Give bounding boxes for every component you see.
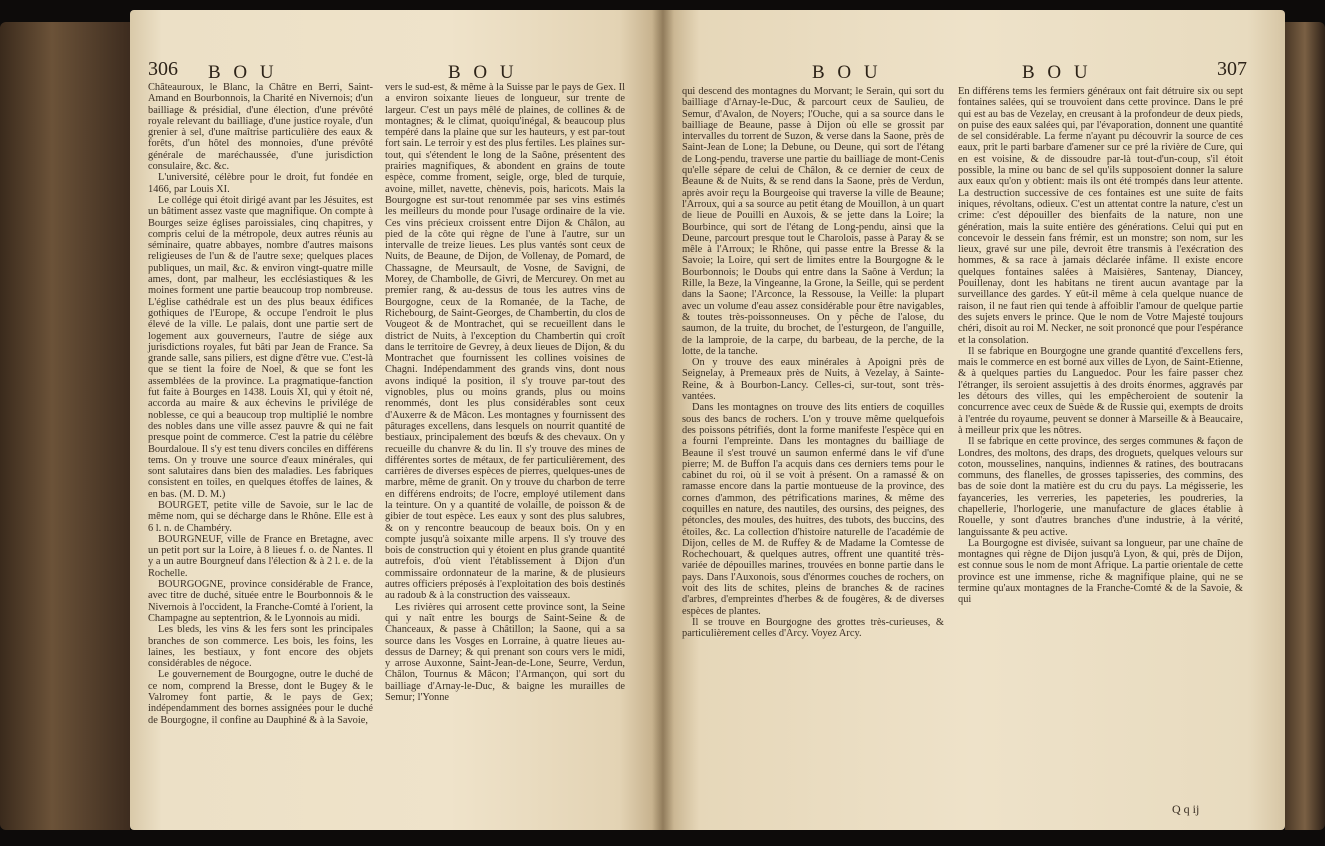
- right-page-column-1: [682, 86, 944, 640]
- paragraph: Il se fabrique en Bourgogne une grande quantité d'excellens fers, mais le commerce en est borné aux villes de Lyon, de Saint-Etienne, & à quelques parties du Languedoc. Pour les faire passer chez l'étranger, ils seroient assujettis à des droits énormes, aggravés par les détours des villes, qui les empêcheroient de soutenir la concurrence avec ceux de Suède & de Russie qui, exempts de droits à l'entrée du royaume, peuvent se donner à Marseille & à Beaucaire, à meilleur prix que les nôtres.: [958, 345, 1243, 436]
- paragraph: Les bleds, les vins & les fers sont les principales branches de son commerce. Les bois, les foins, les laines, les bestiaux, y font encore des objets considérables de négoce.: [148, 624, 373, 670]
- running-head-right-2: B O U: [1022, 62, 1092, 83]
- left-page-column-2: [385, 82, 625, 703]
- paragraph: BOURGOGNE, province considérable de France, avec titre de duché, située entre le Bourbonnois & le Nivernois à l'occident, la Franche-Comté à l'orient, la Champagne au septentrion, & le Lyonnois au midi.: [148, 579, 373, 624]
- paragraph: Châteauroux, le Blanc, la Châtre en Berri, Saint-Amand en Bourbonnois, la Charité en Nivernois; d'un bailliage & présidial, d'une élection, d'une prévôté royale relevant du bailliage, d'une justice royale, d'un grenier à sel, d'une maîtrise particulière des eaux & forêts, d'un hôtel des monnoies, d'une prévôté générale de maréchaussée, d'une jurisdiction consulaire, &c. &c.: [148, 82, 373, 173]
- paragraph: L'université, célèbre pour le droit, fut fondée en 1466, par Louis XI.: [148, 172, 373, 195]
- paragraph: Le gouvernement de Bourgogne, outre le duché de ce nom, comprend la Bresse, dont le Bugey & le Valromey font partie, & le pays de Gex; indépendamment des bornes assignées pour le duché de Bourgogne, il confine au Dauphiné & à la Savoie,: [148, 669, 373, 726]
- paragraph: BOURGET, petite ville de Savoie, sur le lac de même nom, qui se décharge dans le Rhône. Elle est à 6 l. n. de Chambéry.: [148, 499, 373, 534]
- paragraph: vers le sud-est, & même à la Suisse par le pays de Gex. Il a environ soixante lieues de longueur, sur trente de largeur. C'est un pays mêlé de plaines, de collines & de montagnes; & le climat, quoiqu'inégal, & beaucoup plus tempéré dans la plaine que sur les hauteurs, y est par-tout fort sain. Le terroir y est des plus fertiles. Les plaines sur-tout, qui s'étendent le long de la Saône, présentent des prairies magnifiques, & abondent en grains de toute espèce, comme froment, seigle, orge, bled de turquie, avoine, millet, navette, chènevis, pois, haricots. Mais la Bourgogne est sur-tout renommée par ses vins estimés les meilleurs du monde pour l'usage ordinaire de la vie. Ces vins précieux croissent entre Dijon & Châlon, au pied de la côte qui règne de l'une à l'autre, sur un intervalle de treize lieues. Les plus vantés sont ceux de Nuits, de Beaune, de Dijon, de Vollenay, de Pomard, de Chassagne, de Meursault, de Vosne, de Savigni, de Morey, de Chambolle, de Givri, de Mercurey. On met au premier rang, & au-dessus de tous les autres vins de Bourgogne, ceux de la Romanée, de la Tache, de Richebourg, de Saint-Georges, de Chambertin, du clos de Vougeot & de Montrachet, qui se recueillent dans le district de Nuits, à l'exception du Chambertin qui croît dans le territoire de Gevrey, à deux lieues de Dijon, & du Montrachet que fournissent les collines voisines de Chagni. Indépendamment des grands vins, dont nous avons indiqué la position, il s'y trouve par-tout des vignobles, plus ou moins grands, plus ou moins renommés, dont les plus considérables sont ceux d'Auxerre & de Mâcon. Les montagnes y fournissent des pâturages excellens, dans lesquels on nourrit quantité de bestiaux, principalement des bœufs & des chevaux. On y recueille du chanvre & du lin. Il s'y trouve des mines de différentes sortes de métaux, de fer particulièrement, des carrières de diverses espèces de pierres, quelques-unes de marbre, même de granit. On y trouve du charbon de terre en différens endroits; de l'ocre, employé utilement dans la teinture. On y a quantité de volaille, de poisson & de gibier de tout espèce. Les eaux y sont des plus salubres, & on y rencontre beaucoup de beaux bois. On y en compte jusqu'à soixante mille arpens. Il s'y trouve des bois de construction qui y étoient en plus grande quantité autrefois, d'où vient l'établissement à Dijon d'un commissaire ordonnateur de la marine, & de plusieurs autres officiers préposés à l'exploitation des bois destinés au radoub & à la construction des vaisseaux.: [385, 82, 625, 602]
- paragraph: Le collége qui étoit dirigé avant par les Jésuites, est un bâtiment assez vaste que magnifique. On compte à Bourges seize églises paroissiales, cinq chapitres, y compris celui de la métropole, deux autres réunis au séminaire, quatre abbayes, nombre d'autres maisons religieuses de l'un & de l'autre sexe; quelques places publiques, un mail, &c. & environ vingt-quatre mille ames, dont, par malheur, les ecclésiastiques & les moines forment une partie beaucoup trop nombreuse. L'église cathédrale est un des plus beaux édifices gothiques de l'Europe, & occupe l'endroit le plus élevé de la ville. Le palais, dont une partie sert de logement aux gouverneurs, l'autre de siége aux jurisdictions royales, fut bâti par Jean de France. Sa grande salle, sans piliers, est digne d'être vue. C'est-là que se tient la foire de Noel, & que se font les assemblées de la province. La pragmatique-fanction fut faite à Bourges en 1438. Louis XI, qui y étoit né, accorda au maire & aux échevins le privilége de noblesse, ce qui a beaucoup trop multiplié le nombre des nobles dans une ville assez pauvre & qui ne fait presque point de commerce. C'est la patrie du célèbre Bourdaloue. Il s'y est tenu divers conciles en différens tems. On y trouve une source d'eaux minérales, qui sont salutaires dans bien des maladies. Les fabriques consistent en toiles, en quelques étoffes de laines, & en bas. (M. D. M.): [148, 194, 373, 500]
- paragraph: qui descend des montagnes du Morvant; le Serain, qui sort du bailliage d'Arnay-le-Duc, & parcourt ceux de Saulieu, de Semur, d'Avalon, de Noyers; l'Ouche, qui a sa source dans le bailliage de Beaune, passe à Dijon où elle se grossit par intervalles du torrent de Suzon, & verse dans la Saone, près de Saint-Jean de Lone; la Debune, ou Deune, qui sort de l'étang de Long-pendu, traverse une partie du bailliage de mont-Cenis qu'elle sépare de celui de Châlon, & ce dernier de ceux de Beaune & de Nuits, & se rend dans la Saone, près de Verdun, après avoir reçu la Bourgeoise qui traverse la ville de Beaune; l'Arroux, qui a sa source au petit étang de Mouillon, à un quart de lieue de Pouilli en Auxois, & se jette dans la Loire; la Bourbince, qui sort de l'étang de Long-pendu, ainsi que la Deune, parcourt presque tout le Charolois, passe à Paray & se mêle à l'Arroux; le Rhône, qui passe entre la Bresse & la Savoie; la Loire, qui sert de limites entre la Bourgogne & le Bourbonnois; le Doubs qui entre dans la Saône à Verdun; la Rille, la Beze, la Vingeanne, la Grone, la Seille, qui se perdent dans la Saone; l'Arconce, la Ressouse, la Veille: la plupart avec un volume d'eau assez considérable pour être navigables, & toutes très-poissonneuses. On y pêche de l'alose, du saumon, de la truite, du brochet, de l'esturgeon, de l'anguille, de la lamproie, de la carpe, du barbeau, de la perche, de la lotte, de la tanche.: [682, 86, 944, 357]
- paragraph: BOURGNEUF, ville de France en Bretagne, avec un petit port sur la Loire, à 8 lieues f. o. de Nantes. Il y a un autre Bourgneuf dans l'élection & à 2 l. e. de la Rochelle.: [148, 533, 373, 579]
- right-page: [662, 10, 1285, 830]
- paragraph: En différens tems les fermiers généraux ont fait détruire six ou sept fontaines salées, qui se trouvoient dans cette province. Dans le pré qui est au bas de Vezelay, en creusant à la profondeur de deux pieds, on puise des eaux salées qui, par l'évaporation, donnent une quantité de sel considérable. La ferme n'ayant pu découvrir la source de ces eaux, prit le parti barbare d'amener sur ce pré la rivière de Cure, qui en est voisine, & de dissoudre par-là tout-d'un-coup, s'il étoit possible, la mine ou banc de sel qu'ils supposoient donner la salure aux eaux qu'on y obtient: mais ils ont été trompés dans leur attente. La destruction successive de ces fontaines est une suite de faits iniques, révoltans, odieux. C'est un attentat contre la nature, c'est un crime: c'est dépouiller des bienfaits de la nature, non une génération, mais la suite entière des générations. Celui qui put en concevoir le dessein fans frémir, est un monstre; son nom, sur les lieux, gravé sur une pile, devroit être transmis à l'exécration des hommes, & sa race à jamais déclarée infâme. Il existe encore quelques fontaines salées à Maisières, Santenay, Diancey, Pouillenay, dont les habitans ne tirent aucun avantage par la surveillance des gardes. Y eût-il même à cela quelque nuance de raison, il ne faut rien qui tende à affoiblir l'amour de quelque partie des sujets envers le prince. Que le nom de Votre Majesté toujours chéri, disoit au roi M. Necker, ne soit prononcé que pour l'espérance et la consolation.: [958, 86, 1243, 346]
- paragraph: Il se trouve en Bourgogne des grottes très-curieuses, & particulièrement celles d'Arcy. Voyez Arcy.: [682, 616, 944, 640]
- paragraph: Il se fabrique en cette province, des serges communes & façon de Londres, des moltons, des draps, des droguets, quelques velours sur coton, mousselines, nanquins, indiennes & ratines, des boutracans communs, des flanelles, de grosses tapisseries, des commins, des bas de soie dont la matière est du cru du pays. La mégisserie, les fayanceries, les verreries, les papeteries, les poudreries, la chapellerie, l'horlogerie, une manufacture de glaces établie à Rouelle, y sont d'autres branches d'une industrie, à la vérité, languissante & peu active.: [958, 436, 1243, 538]
- running-head-right-1: B O U: [812, 62, 882, 83]
- left-page-column-1: [148, 82, 373, 726]
- page-number-right: 307: [1217, 58, 1247, 80]
- signature-mark: Q q ij: [1172, 802, 1200, 816]
- paragraph: Dans les montagnes on trouve des lits entiers de coquilles sous des bancs de rochers. L'on y trouve même quelquefois des poissons pétrifiés, dont la forme manifeste l'espèce qui en a fourni l'empreinte. Dans les montagnes du bailliage de Beaune il s'est trouvé un saumon enfermé dans le vif d'une pierre; M. de Buffon l'a acquis dans ces derniers tems pour le cabinet du roi, où il se voit à présent. On a ramassé & on ramasse encore dans la partie montueuse de la province, des cornes d'ammon, des pétrifications marines, & même des coquilles en nature, des nautiles, des oursins, des peignes, des pétoncles, des moules, des huitres, des tubots, des buccins, des étoiles, &c. La collection d'histoire naturelle de l'académie de Dijon, celles de M. de Ruffey & de Madame la Comtesse de Rochechouart, & quelques autres, offrent une quantité très-variée de dépouilles marines, trouvées en bonne partie dans le pays. Dans l'Auxonois, sous d'énormes couches de rochers, on voit des lits de schites, pleins de branches & de racines d'arbres, d'empreintes d'herbes & de fougères, & de diverses espèces de plantes.: [682, 402, 944, 617]
- paragraph: La Bourgogne est divisée, suivant sa longueur, par une chaîne de montagnes qui règne de Dijon jusqu'à Lyon, & qui, près de Dijon, est connue sous le nom de mont Afrique. La partie orientale de cette province est une immense, riche & magnifique plaine, qui ne se termine qu'aux montagnes de la Franche-Comté & de la Savoie, & qui: [958, 537, 1243, 606]
- left-page: [130, 10, 662, 830]
- page-number-left: 306: [148, 58, 178, 80]
- paragraph: Les rivières qui arrosent cette province sont, la Seine qui y naît entre les bourgs de Saint-Seine & de Chanceaux, & passe à Châtillon; la Saone, qui a sa source dans les Vosges en Lorraine, à quatre lieues au-dessus de Darney; & qui prenant son cours vers le midi, y arrose Auxonne, Saint-Jean-de-Lone, Seurre, Verdun, Châlon, Tournus & Mâcon; l'Armançon, qui sort du bailliage d'Arnay-le-Duc, & baigne les murailles de Semur; l'Yonne: [385, 601, 625, 704]
- book-cover-right: [1285, 22, 1325, 830]
- book-gutter: [652, 10, 674, 830]
- running-head-left-1: B O U: [208, 62, 278, 83]
- right-page-column-2: [958, 86, 1243, 606]
- book-cover-left: [0, 22, 130, 830]
- running-head-left-2: B O U: [448, 62, 518, 83]
- paragraph: On y trouve des eaux minérales à Apoigni près de Seignelay, à Premeaux près de Nuits, à Vezelay, à Sainte-Reine, & à Bourbon-Lancy. Celles-ci, sur-tout, sont très-vantées.: [682, 357, 944, 403]
